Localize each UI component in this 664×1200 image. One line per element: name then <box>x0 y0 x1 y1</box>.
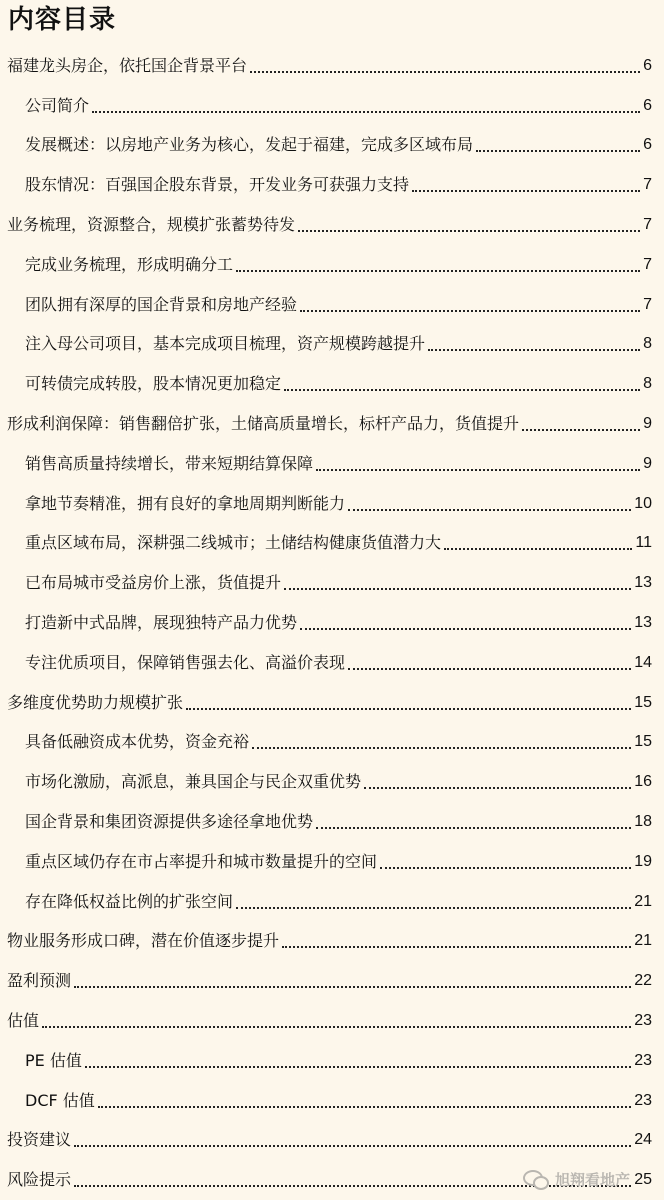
toc-entry-label: 风险提示 <box>7 1170 72 1190</box>
toc-page-number: 13 <box>634 574 652 592</box>
toc-section-row[interactable] <box>0 1001 664 1041</box>
toc-entry-label: 多维度优势助力规模扩张 <box>7 692 184 712</box>
toc-section-row[interactable] <box>0 404 664 444</box>
toc-entry-label: DCF 估值 <box>25 1090 95 1110</box>
toc-entry-label: 重点区域布局，深耕强二线城市；土储结构健康货值潜力大 <box>25 533 442 553</box>
dot-leader <box>42 1026 631 1028</box>
toc-entry-label: 发展概述：以房地产业务为核心，发起于福建，完成多区域布局 <box>25 135 474 155</box>
dot-leader <box>252 747 631 749</box>
table-of-contents <box>0 46 664 1200</box>
toc-subsection-row[interactable] <box>0 444 664 484</box>
toc-subsection-row[interactable] <box>0 364 664 404</box>
dot-leader <box>284 389 640 391</box>
toc-subsection-row[interactable] <box>0 723 664 763</box>
toc-page-number: 14 <box>634 653 652 671</box>
toc-entry-label: 福建龙头房企，依托国企背景平台 <box>7 55 248 75</box>
dot-leader <box>348 668 631 670</box>
toc-subsection-row[interactable] <box>0 325 664 365</box>
dot-leader <box>74 1145 631 1147</box>
toc-page-number: 10 <box>634 494 652 512</box>
toc-page-number: 9 <box>643 454 652 472</box>
toc-page-number: 9 <box>643 415 652 433</box>
dot-leader <box>74 986 631 988</box>
toc-subsection-row[interactable] <box>0 1081 664 1121</box>
dot-leader <box>316 469 640 471</box>
toc-entry-label: 国企背景和集团资源提供多途径拿地优势 <box>25 812 314 832</box>
dot-leader <box>364 787 631 789</box>
toc-subsection-row[interactable] <box>0 603 664 643</box>
toc-entry-label: 重点区域仍存在市占率提升和城市数量提升的空间 <box>25 851 378 871</box>
toc-page-number: 24 <box>634 1131 652 1149</box>
toc-page-number: 23 <box>634 1051 652 1069</box>
dot-leader <box>298 230 640 232</box>
toc-page-number: 6 <box>643 136 652 154</box>
dot-leader <box>380 867 631 869</box>
toc-page-number: 8 <box>643 335 652 353</box>
toc-page-number: 11 <box>635 534 652 552</box>
toc-page-number: 6 <box>643 96 652 114</box>
dot-leader <box>444 548 632 550</box>
toc-entry-label: 公司简介 <box>25 95 90 115</box>
toc-section-row[interactable] <box>0 205 664 245</box>
dot-leader <box>85 1066 631 1068</box>
dot-leader <box>316 827 631 829</box>
toc-page-number: 16 <box>634 773 652 791</box>
dot-leader <box>348 509 631 511</box>
toc-page-number: 13 <box>634 614 652 632</box>
toc-subsection-row[interactable] <box>0 563 664 603</box>
dot-leader <box>282 946 631 948</box>
toc-entry-label: 专注优质项目，保障销售强去化、高溢价表现 <box>25 652 346 672</box>
dot-leader <box>250 71 640 73</box>
dot-leader <box>236 907 631 909</box>
toc-page-number: 25 <box>634 1171 652 1189</box>
toc-subsection-row[interactable] <box>0 842 664 882</box>
toc-entry-label: 业务梳理，资源整合，规模扩张蓄势待发 <box>7 215 296 235</box>
toc-entry-label: 完成业务梳理，形成明确分工 <box>25 254 234 274</box>
dot-leader <box>186 708 631 710</box>
toc-entry-label: 拿地节奏精准，拥有良好的拿地周期判断能力 <box>25 493 346 513</box>
toc-entry-label: 具备低融资成本优势，资金充裕 <box>25 732 250 752</box>
dot-leader <box>92 111 640 113</box>
dot-leader <box>300 628 631 630</box>
toc-entry-label: 盈利预测 <box>7 971 72 991</box>
toc-subsection-row[interactable] <box>0 524 664 564</box>
toc-entry-label: PE 估值 <box>25 1050 82 1070</box>
toc-subsection-row[interactable] <box>0 762 664 802</box>
toc-subsection-row[interactable] <box>0 882 664 922</box>
toc-section-row[interactable] <box>0 922 664 962</box>
toc-subsection-row[interactable] <box>0 86 664 126</box>
toc-page-number: 22 <box>634 972 652 990</box>
toc-subsection-row[interactable] <box>0 245 664 285</box>
toc-entry-label: 可转债完成转股，股本情况更加稳定 <box>25 374 282 394</box>
toc-entry-label: 投资建议 <box>7 1130 72 1150</box>
toc-page-number: 18 <box>634 813 652 831</box>
toc-entry-label: 打造新中式品牌，展现独特产品力优势 <box>25 613 298 633</box>
dot-leader <box>284 588 631 590</box>
toc-entry-label: 已布局城市受益房价上涨，货值提升 <box>25 573 282 593</box>
toc-subsection-row[interactable] <box>0 484 664 524</box>
toc-subsection-row[interactable] <box>0 802 664 842</box>
toc-page-number: 21 <box>634 932 652 950</box>
toc-page-number: 15 <box>634 693 652 711</box>
toc-entry-label: 注入母公司项目，基本完成项目梳理，资产规模跨越提升 <box>25 334 426 354</box>
toc-page-number: 19 <box>634 852 652 870</box>
dot-leader <box>236 270 640 272</box>
toc-entry-label: 形成利润保障：销售翻倍扩张，土储高质量增长，标杆产品力，货值提升 <box>7 414 520 434</box>
toc-section-row[interactable] <box>0 1121 664 1161</box>
toc-page-number: 7 <box>643 255 652 273</box>
toc-section-row[interactable] <box>0 683 664 723</box>
toc-entry-label: 物业服务形成口碑，潜在价值逐步提升 <box>7 931 280 951</box>
toc-section-row[interactable] <box>0 961 664 1001</box>
toc-entry-label: 估值 <box>7 1011 40 1031</box>
toc-page-number: 7 <box>643 176 652 194</box>
dot-leader <box>412 190 640 192</box>
dot-leader <box>476 150 640 152</box>
toc-entry-label: 股东情况：百强国企股东背景，开发业务可获强力支持 <box>25 175 410 195</box>
dot-leader <box>300 310 640 312</box>
page-title: 内容目录 <box>8 5 117 35</box>
toc-subsection-row[interactable] <box>0 1041 664 1081</box>
toc-page-number: 21 <box>634 892 652 910</box>
toc-page-number: 23 <box>634 1091 652 1109</box>
toc-entry-label: 团队拥有深厚的国企背景和房地产经验 <box>25 294 298 314</box>
toc-entry-label: 市场化激励，高派息，兼具国企与民企双重优势 <box>25 772 362 792</box>
toc-entry-label: 存在降低权益比例的扩张空间 <box>25 891 234 911</box>
wechat-icon <box>523 1168 549 1190</box>
toc-page-number: 7 <box>643 295 652 313</box>
dot-leader <box>98 1106 631 1108</box>
toc-entry-label: 销售高质量持续增长，带来短期结算保障 <box>25 453 314 473</box>
watermark <box>523 1168 630 1190</box>
toc-page-number: 8 <box>643 375 652 393</box>
toc-subsection-row[interactable] <box>0 285 664 325</box>
toc-section-row[interactable] <box>0 46 664 86</box>
toc-page-number: 15 <box>634 733 652 751</box>
dot-leader <box>428 349 640 351</box>
dot-leader <box>522 429 640 431</box>
toc-subsection-row[interactable] <box>0 126 664 166</box>
toc-subsection-row[interactable] <box>0 165 664 205</box>
toc-page-number: 7 <box>643 216 652 234</box>
toc-page-number: 6 <box>643 56 652 74</box>
toc-page-number: 23 <box>634 1012 652 1030</box>
watermark-text: 旭翔看地产 <box>554 1170 630 1189</box>
toc-subsection-row[interactable] <box>0 643 664 683</box>
